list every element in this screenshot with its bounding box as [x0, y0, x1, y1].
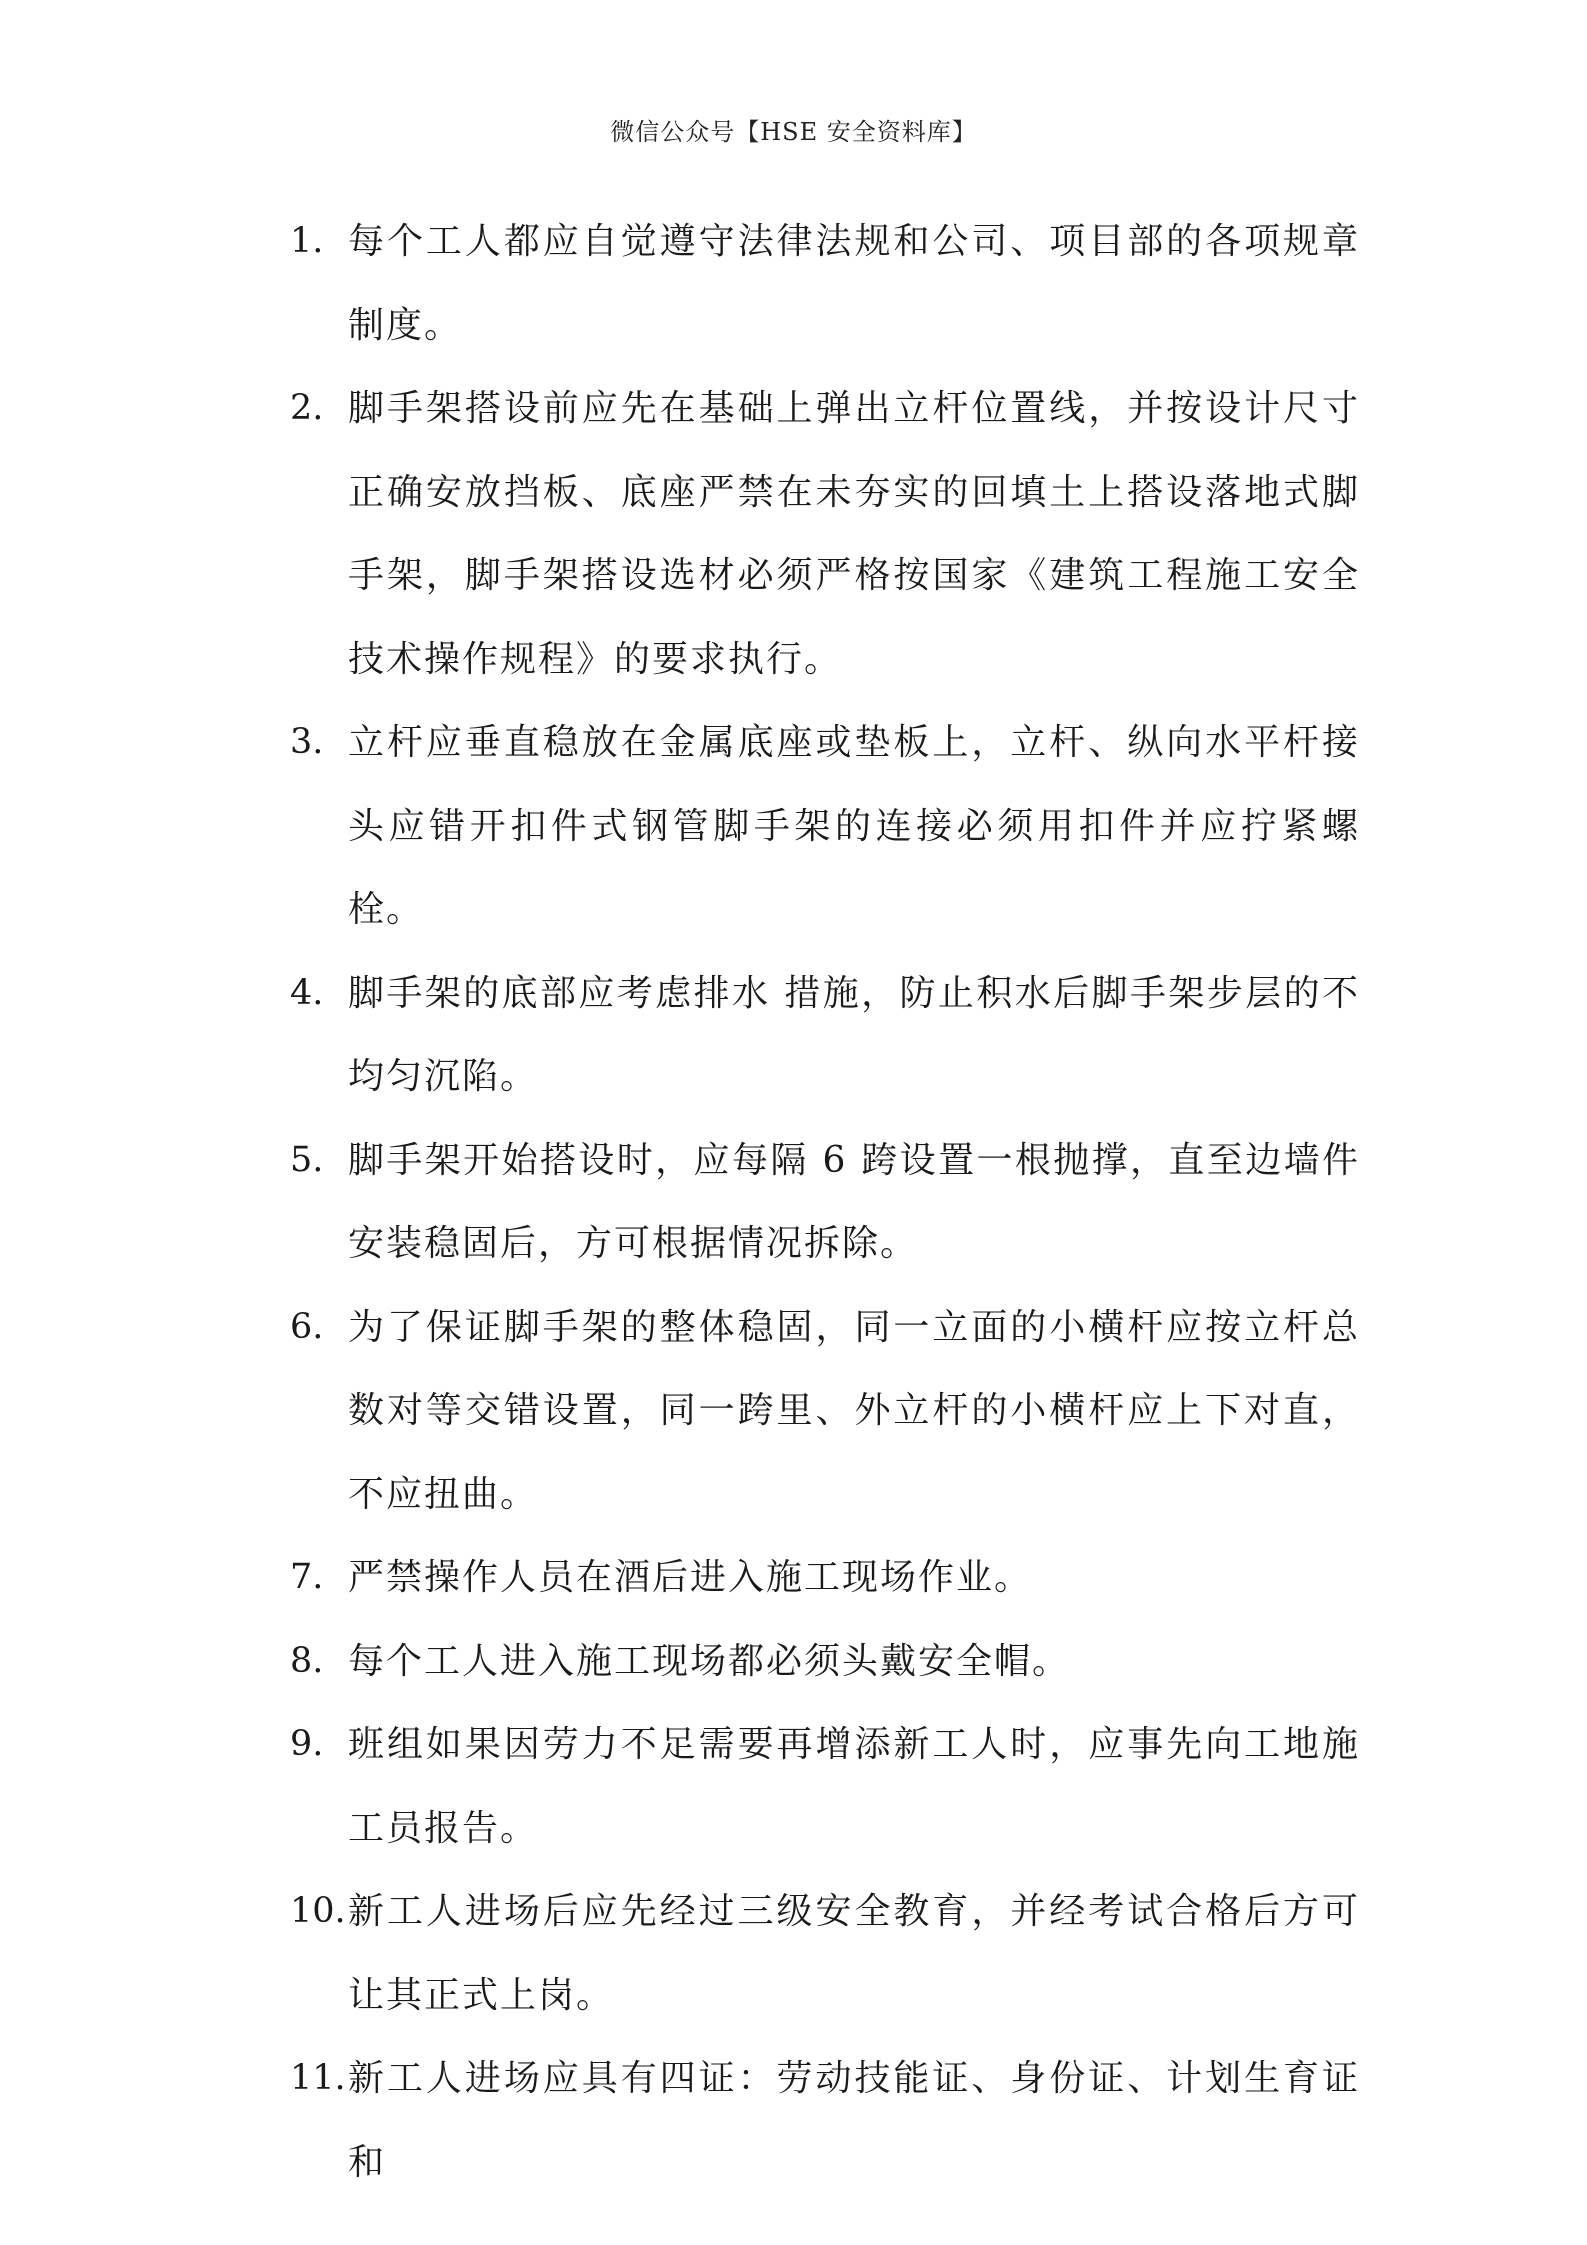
list-item: [290, 1870, 1360, 2037]
list-item-number: 10.: [290, 1891, 346, 1931]
list-item-text: 班组如果因劳力不足需要再增添新工人时，应事先向工地施工员报告。: [348, 1724, 1360, 1849]
list-item-number: 7.: [290, 1557, 324, 1597]
list-item: [290, 1620, 1360, 1704]
list-item-text: 严禁操作人员在酒后进入施工现场作业。: [348, 1557, 1033, 1598]
list-item-number: 1.: [290, 221, 324, 261]
list-item: [290, 1703, 1360, 1870]
list-item: [290, 1536, 1360, 1620]
list-item-number: 5.: [290, 1139, 324, 1180]
list-item-number: 8.: [290, 1640, 324, 1681]
list-item-number: 6.: [290, 1306, 324, 1347]
list-item-number: 2.: [290, 388, 324, 428]
list-item: [290, 1286, 1360, 1537]
list-item-text: 立杆应垂直稳放在金属底座或垫板上，立杆、纵向水平杆接头应错开扣件式钢管脚手架的连接必须用扣件并应拧紧螺栓。: [348, 722, 1360, 930]
list-item: [290, 1119, 1360, 1286]
list-item-number: 11.: [290, 2058, 346, 2098]
list-item-text: 每个工人进入施工现场都必须头戴安全帽。: [348, 1640, 1071, 1682]
list-item: [290, 200, 1360, 367]
list-item: [290, 367, 1360, 701]
list-item-text: 脚手架的底部应考虑排水 措施，防止积水后脚手架步层的不均匀沉陷。: [348, 972, 1360, 1097]
list-item-text: 每个工人都应自觉遵守法律法规和公司、项目部的各项规章制度。: [348, 221, 1360, 346]
list-item-text: 脚手架搭设前应先在基础上弹出立杆位置线，并按设计尺寸正确安放挡板、底座严禁在未夯实的回填土上搭设落地式脚手架，脚手架搭设选材必须严格按国家《建筑工程施工安全技术操作规程》的要求执行。: [348, 388, 1360, 680]
list-item-text: 新工人进场应具有四证：劳动技能证、身份证、计划生育证和: [348, 2058, 1360, 2183]
list-item-number: 9.: [290, 1724, 324, 1764]
rules-list: [290, 200, 1360, 2204]
list-item-number: 3.: [290, 722, 324, 762]
page-header: 微信公众号【HSE 安全资料库】: [610, 118, 977, 146]
list-item: [290, 952, 1360, 1119]
list-item-number: 4.: [290, 972, 324, 1013]
list-item: [290, 2037, 1360, 2204]
list-item-text: 新工人进场后应先经过三级安全教育，并经考试合格后方可让其正式上岗。: [348, 1891, 1360, 2016]
list-item-text: 为了保证脚手架的整体稳固，同一立面的小横杆应按立杆总数对等交错设置，同一跨里、外立杆的小横杆应上下对直，不应扭曲。: [348, 1306, 1360, 1515]
list-item: [290, 701, 1360, 952]
list-item-text: 脚手架开始搭设时，应每隔 6 跨设置一根抛撑，直至边墙件安装稳固后，方可根据情况拆除。: [348, 1139, 1360, 1264]
